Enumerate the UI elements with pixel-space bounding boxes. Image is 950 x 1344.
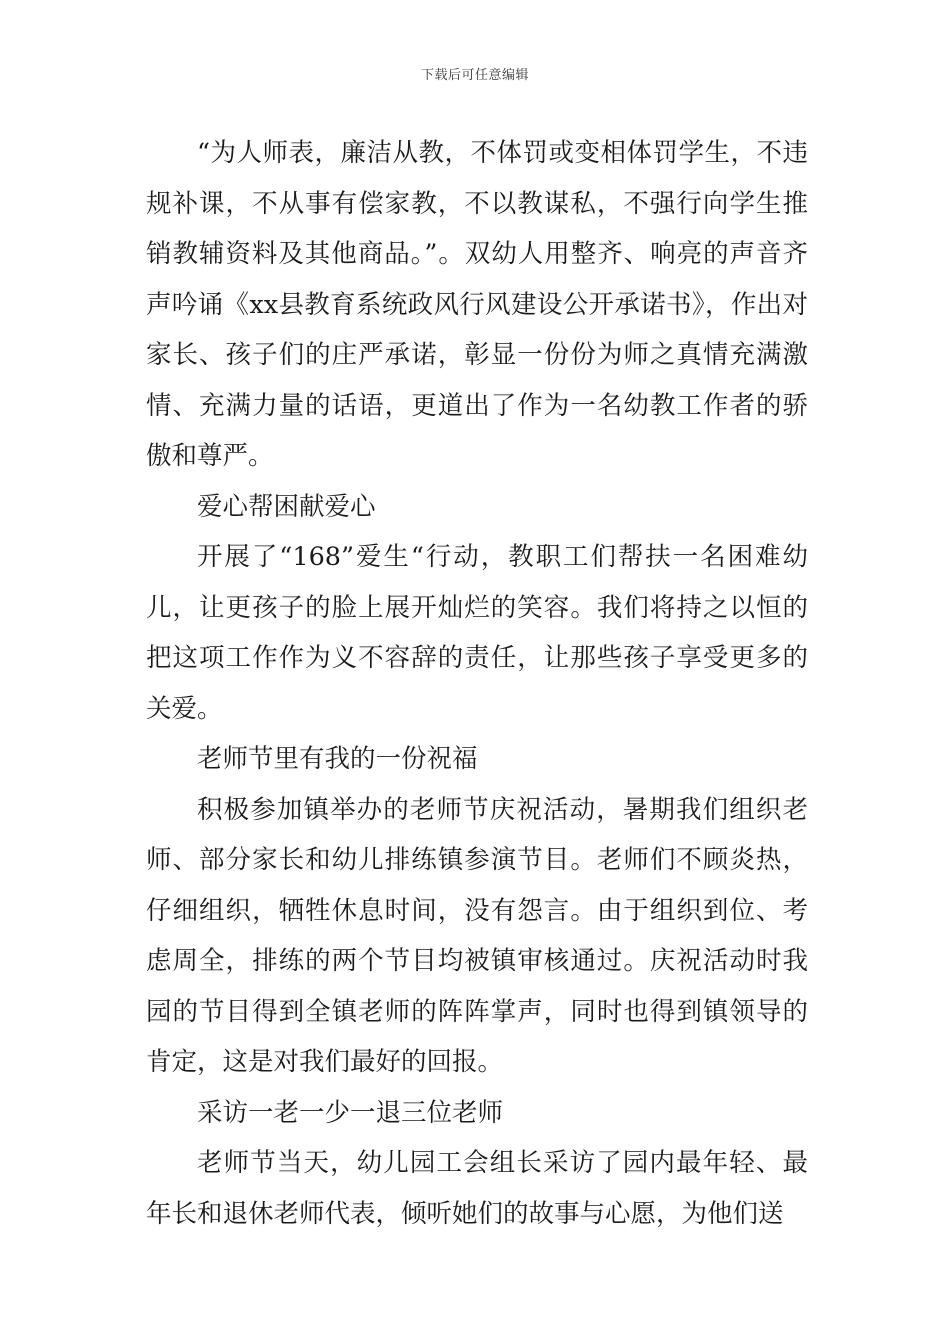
section-heading-caring: 爱心帮困献爱心 [197,491,376,522]
page-header: 下载后可任意编辑 [420,68,529,83]
paragraph-teachers-day: 积极参加镇举办的老师节庆祝活动，暑期我们组织老师、部分家长和幼儿排练镇参演节目。老师们不顾炎热，仔细组织，牺牲休息时间，没有怨言。由于组织到位、考虑周全，排练的两个节目均被镇审核通过。庆祝活动时我园的节目得到全镇老师的阵阵掌声，同时也得到镇领导的肯定，这是对我们最好的回报。 [146,794,808,1077]
paragraph-interview: 老师节当天，幼儿园工会组长采访了园内最年轻、最年长和退休老师代表，倾听她们的故事与心愿，为他们送 [146,1148,808,1229]
paragraph-pledge: “为人师表，廉洁从教，不体罚或变相体罚学生，不违规补课，不从事有偿家教，不以教谋私，不强行向学生推销教辅资料及其他商品。”。双幼人用整齐、响亮的声音齐声吟诵《xx县教育系统政风行风建设公开承诺书》，作出对家长、孩子们的庄严承诺，彰显一份份为师之真情充满激情、充满力量的话语，更道出了作为一名幼教工作者的骄傲和尊严。 [146,138,808,471]
section-heading-teachers-day: 老师节里有我的一份祝福 [197,744,478,774]
paragraph-caring: 开展了“168”爱生“行动，教职工们帮扶一名困难幼儿，让更孩子的脸上展开灿烂的笑容。我们将持之以恒的把这项工作作为义不容辞的责任，让那些孩子享受更多的关爱。 [146,542,808,724]
section-heading-interview: 采访一老一少一退三位老师 [197,1097,504,1128]
document-body [146,128,808,1239]
